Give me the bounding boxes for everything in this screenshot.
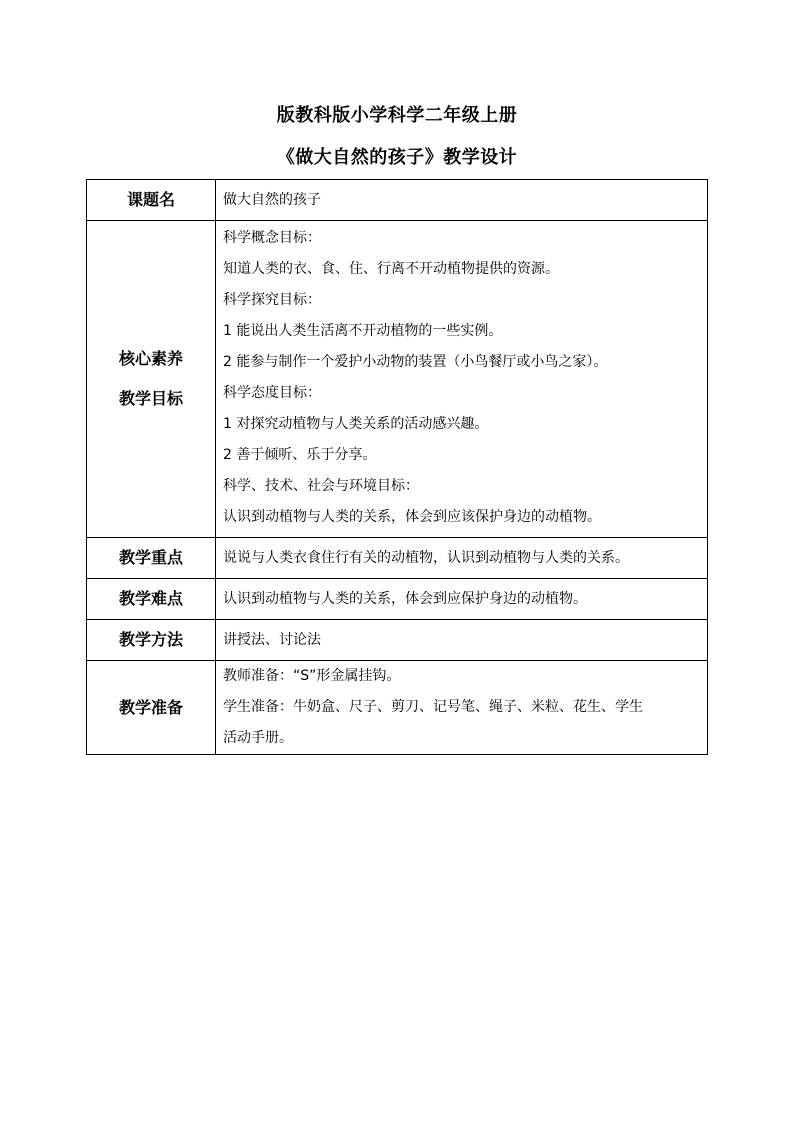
goal-line: 科学探究目标： [223,292,321,308]
table-row-topic [87,180,708,221]
goal-line: 科学态度目标： [223,385,321,401]
goal-line: 2 善于倾听、乐于分享。 [223,447,377,463]
difficulties-value: 认识到动植物与人类的关系，体会到应保护身边的动植物。 [216,579,708,620]
core-goals-label-line1: 核心素养 [118,349,183,368]
topic-label: 课题名 [87,180,216,221]
core-goals-label-line2: 教学目标 [118,389,183,408]
preparation-content [216,661,708,755]
goal-line: 1 对探究动植物与人类关系的活动感兴趣。 [223,416,489,432]
difficulties-label: 教学难点 [87,579,216,620]
key-points-label: 教学重点 [87,538,216,579]
goal-line: 知道人类的衣、食、住、行离不开动植物提供的资源。 [223,261,559,277]
document-title: 版教科版小学科学二年级上册 [276,105,518,126]
methods-value: 讲授法、讨论法 [216,620,708,661]
goal-line: 2 能参与制作一个爱护小动物的装置（小鸟餐厅或小鸟之家）。 [223,354,608,370]
goal-line: 认识到动植物与人类的关系，体会到应该保护身边的动植物。 [223,509,601,525]
table-row-core-goals [87,221,708,538]
methods-label: 教学方法 [87,620,216,661]
goal-line: 科学概念目标： [223,230,321,246]
goal-line: 1 能说出人类生活离不开动植物的一些实例。 [223,323,503,339]
lesson-plan-table [86,179,708,755]
teacher-preparation: 教师准备：“S”形金属挂钩。 [223,668,401,684]
table-row-difficulties [87,579,708,620]
core-goals-content [216,221,708,538]
key-points-value: 说说与人类衣食住行有关的动植物，认识到动植物与人类的关系。 [216,538,708,579]
table-row-key-points [87,538,708,579]
student-preparation-line1: 学生准备：牛奶盒、尺子、剪刀、记号笔、绳子、米粒、花生、学生 [223,699,643,715]
preparation-label: 教学准备 [87,661,216,755]
topic-value: 做大自然的孩子 [216,180,708,221]
core-goals-label [87,221,216,538]
document-subtitle: 《做大自然的孩子》教学设计 [276,147,518,168]
student-preparation-line2: 活动手册。 [223,730,293,746]
goal-line: 科学、技术、社会与环境目标： [223,478,419,494]
table-row-methods [87,620,708,661]
table-row-preparation [87,661,708,755]
